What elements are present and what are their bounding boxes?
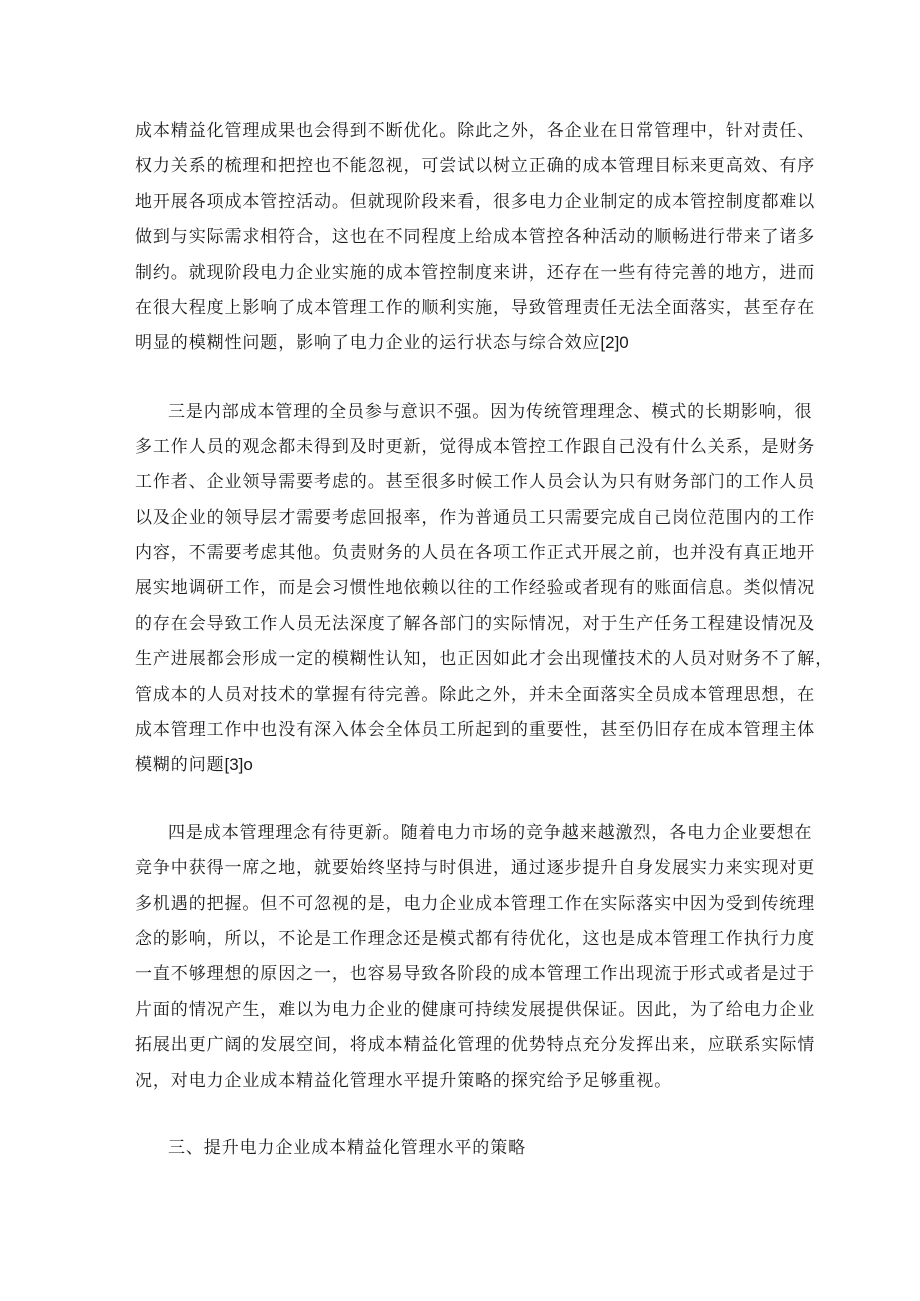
- text-line: 多机遇的把握。但不可忽视的是，电力企业成本管理工作在实际落实中因为受到传统理: [135, 894, 816, 914]
- citation-ref: [2]0: [600, 333, 629, 352]
- text-line: 做到与实际需求相符合，这也在不同程度上给成本管控各种活动的顺畅进行带来了诸多: [135, 227, 816, 247]
- heading-text: 三、提升电力企业成本精益化管理水平的策略: [168, 1138, 526, 1158]
- text-line-last: [135, 755, 253, 775]
- text-line: 以及企业的领导层才需要考虑回报率，作为普通员工只需要完成自己岗位范围内的工作: [135, 508, 816, 528]
- text-line: 内容，不需要考虑其他。负责财务的人员在各项工作正式开展之前，也并没有真正地开: [135, 543, 816, 563]
- text-line: 竞争中获得一席之地，就要始终坚持与时俱进，通过逐步提升自身发展实力来实现对更: [135, 858, 816, 878]
- text-line: 生产进展都会形成一定的模糊性认知，也正因如此才会出现懂技术的人员对财务不了解，: [135, 649, 834, 669]
- text-line: 的存在会导致工作人员无法深度了解各部门的实际情况，对于生产任务工程建设情况及: [135, 614, 816, 634]
- text-run: 模糊的问题: [135, 755, 225, 775]
- text-run: 明显的模糊性问题，影响了电力企业的运行状态与综合效应: [135, 333, 601, 353]
- text-line: 一直不够理想的原因之一，也容易导致各阶段的成本管理工作出现流于形式或者是过于: [135, 964, 816, 984]
- text-line-last: [135, 333, 629, 353]
- text-line: 在很大程度上影响了成本管理工作的顺利实施，导致管理责任无法全面落实，甚至存在: [135, 298, 816, 318]
- text-line: 管成本的人员对技术的掌握有待完善。除此之外，并未全面落实全员成本管理思想，在: [135, 685, 816, 705]
- text-line: 况，对电力企业成本精益化管理水平提升策略的探究给予足够重视。: [135, 1071, 672, 1091]
- citation-ref: [3]o: [224, 755, 253, 774]
- text-line: 成本管理工作中也没有深入体会全体员工所起到的重要性，甚至仍旧存在成本管理主体: [135, 720, 816, 740]
- text-line: 念的影响，所以，不论是工作理念还是模式都有待优化，这也是成本管理工作执行力度: [135, 929, 816, 949]
- text-line: 地开展各项成本管控活动。但就现阶段来看，很多电力企业制定的成本管控制度都难以: [135, 192, 816, 212]
- text-line: 三是内部成本管理的全员参与意识不强。因为传统管理理念、模式的长期影响，很: [168, 402, 813, 422]
- text-line: 展实地调研工作，而是会习惯性地依赖以往的工作经验或者现有的账面信息。类似情况: [135, 578, 816, 598]
- text-line: 成本精益化管理成果也会得到不断优化。除此之外，各企业在日常管理中，针对责任、: [135, 121, 816, 141]
- text-line: 片面的情况产生，难以为电力企业的健康可持续发展提供保证。因此，为了给电力企业: [135, 1000, 816, 1020]
- text-line: 多工作人员的观念都未得到及时更新，觉得成本管控工作跟自己没有什么关系，是财务: [135, 437, 816, 457]
- text-line: 四是成本管理理念有待更新。随着电力市场的竞争越来越激烈，各电力企业要想在: [168, 823, 813, 843]
- text-line: 工作者、企业领导需要考虑的。甚至很多时候工作人员会认为只有财务部门的工作人员: [135, 472, 816, 492]
- text-line: 权力关系的梳理和把控也不能忽视，可尝试以树立正确的成本管理目标来更高效、有序: [135, 156, 816, 176]
- text-line: 制约。就现阶段电力企业实施的成本管控制度来讲，还存在一些有待完善的地方，进而: [135, 263, 816, 283]
- text-line: 拓展出更广阔的发展空间，将成本精益化管理的优势特点充分发挥出来，应联系实际情: [135, 1035, 816, 1055]
